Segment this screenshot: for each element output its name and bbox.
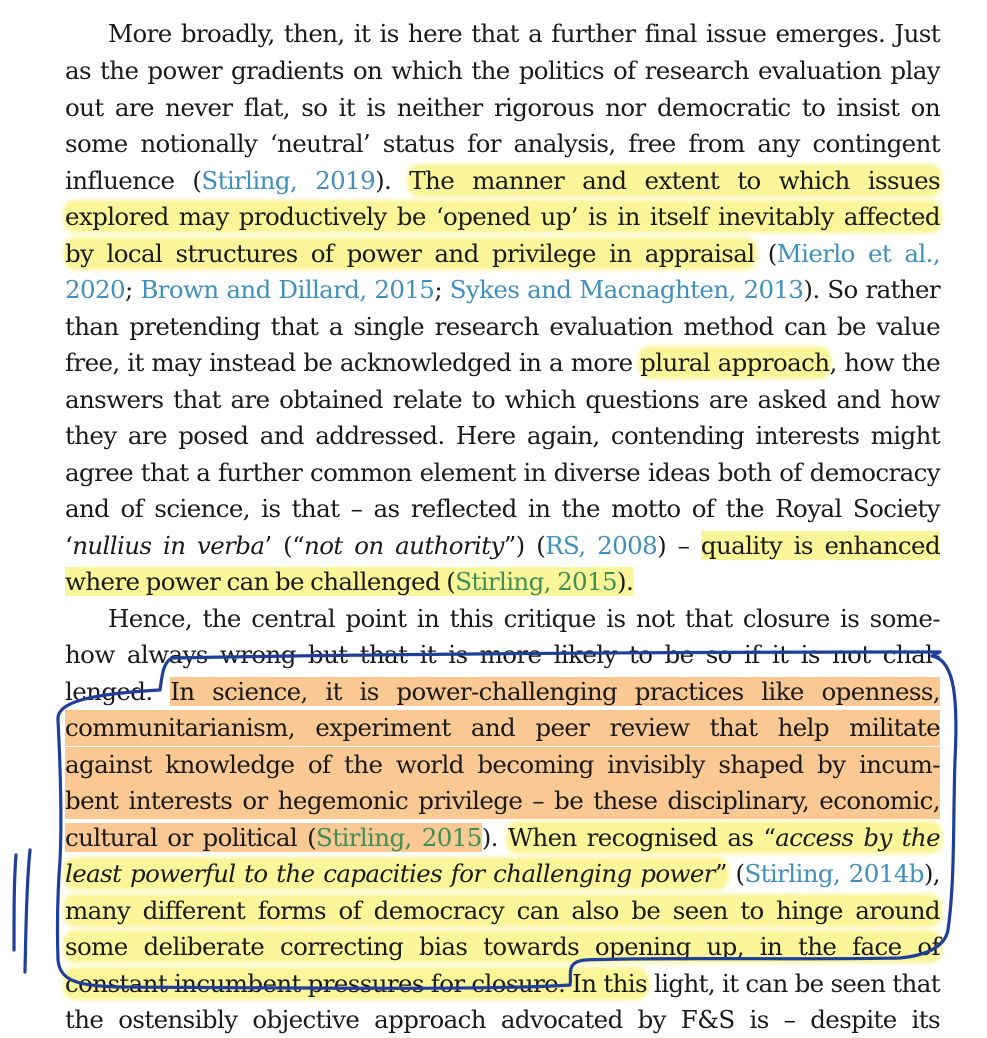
line-text: , how the [829,348,940,377]
italic-text: least powerful to the capacities for challenging power [65,859,715,888]
separator: ; [124,275,141,304]
italic-text: not on authority [304,531,504,560]
line-text: some notionally ‘neutral’ status for analysis, free from any contingent [65,129,940,158]
yellow-highlight: explored may productively be ‘opened up’ is in itself inevitably affected [65,202,940,231]
yellow-highlight [65,859,727,888]
text-line [65,856,940,892]
line-text: ) – [657,531,701,560]
text-line [65,163,940,199]
italic-text: access by the [775,823,940,852]
separator: ; [434,275,450,304]
yellow-highlight: many different forms of democracy can also be seen to hinge around [65,896,940,925]
quote-mark: ‘ [65,531,73,560]
text-line [65,418,940,454]
orange-highlight: In science, it is power-challenging practices like openness, [170,677,940,706]
line-text: cultural or political ( [65,823,317,852]
yellow-highlight [65,567,633,596]
text-line [108,601,940,637]
text-line [65,309,940,345]
text-line [65,820,940,856]
text-line [65,53,940,89]
text-line [65,929,940,965]
citation-link[interactable]: Stirling, 2015 [455,567,618,596]
text-line [65,966,940,1002]
text-line [65,199,940,235]
line-text: they are posed and addressed. Here again, contending interests might [65,421,940,450]
text-line [65,893,940,929]
orange-highlight [65,823,482,852]
yellow-highlight [508,823,940,852]
line-text: and of science, is that – as reflected in the motto of the Royal Society [65,494,940,523]
text-line [65,637,940,673]
line-text: out are never flat, so it is neither rigorous nor democratic to insist on [65,93,940,122]
margin-mark-icon [14,855,16,950]
text-line [65,528,940,564]
orange-highlight: communitarianism, experiment and peer review that help militate [65,713,940,742]
line-text: free, it may instead be acknowledged in a more [65,348,641,377]
line-text: the ostensibly objective approach advocated by F&S is – despite its [65,1005,940,1034]
italic-text: nullius in verba [72,531,265,560]
line-text: answers that are obtained relate to which questions are asked and how [65,385,940,414]
margin-mark-icon [25,850,30,972]
quote-mark: ’ (“ [264,531,305,560]
quote-mark: ” [714,859,727,888]
line-text: More broadly, then, it is here that a further final issue emerges. Just [108,19,940,48]
citation-link[interactable]: Mierlo et al., [776,239,940,268]
line-text: light, it can be seen that [646,969,940,998]
line-text: Hence, the central point in this critique is not that closure is some- [108,604,940,633]
line-text: ( [754,239,777,268]
yellow-highlight: plural approach [640,348,830,377]
text-line [65,272,940,308]
citation-link[interactable]: RS, 2008 [545,531,658,560]
orange-highlight: against knowledge of the world becoming invisibly shaped by incum- [65,750,940,779]
line-text: ( [726,859,745,888]
line-text: ). [481,823,508,852]
line-text: ). [375,166,410,195]
text-line [65,126,940,162]
text-line [65,674,940,710]
text-line [65,783,940,819]
line-text: ), [923,859,940,888]
text-line [108,16,940,52]
text-line [65,90,940,126]
citation-link[interactable]: Stirling, 2015 [316,823,482,852]
line-text: When recognised as “ [507,823,776,852]
text-line [65,710,940,746]
citation-link[interactable]: Sykes and Macnaghten, 2013 [449,275,804,304]
text-line [65,747,940,783]
line-text: than pretending that a single research evaluation method can be value [65,312,940,341]
text-line [65,491,940,527]
line-text: influence ( [65,166,202,195]
text-line [65,564,940,600]
citation-link[interactable]: Stirling, 2019 [201,166,376,195]
text-line [65,455,940,491]
citation-link[interactable]: Brown and Dillard, 2015 [140,275,435,304]
line-text: ). [617,567,634,596]
line-text: lenged. [65,677,171,706]
text-line [65,382,940,418]
line-text: as the power gradients on which the politics of research evaluation play [65,56,940,85]
line-text: agree that a further common element in diverse ideas both of democracy [65,458,940,487]
quote-mark: ”) ( [503,531,546,560]
yellow-highlight: quality is enhanced [700,531,941,560]
line-text: ). So rather [803,275,941,304]
citation-link[interactable]: 2020 [65,275,125,304]
text-line-cut-off [65,1002,940,1038]
citation-link[interactable]: Stirling, 2014b [744,859,924,888]
text-line [65,236,940,272]
line-text: how always wrong but that it is more likely to be so if it is not chal- [65,640,940,669]
yellow-highlight: some deliberate correcting bias towards opening up, in the face of [65,932,940,961]
yellow-highlight: by local structures of power and privilege in appraisal [65,239,755,268]
yellow-highlight: The manner and extent to which issues [409,166,940,195]
line-text: where power can be challenged ( [65,567,456,596]
orange-highlight: bent interests or hegemonic privilege – be these disciplinary, economic, [65,786,940,815]
yellow-highlight: constant incumbent pressures for closure. In this [65,969,647,998]
text-line [65,345,940,381]
